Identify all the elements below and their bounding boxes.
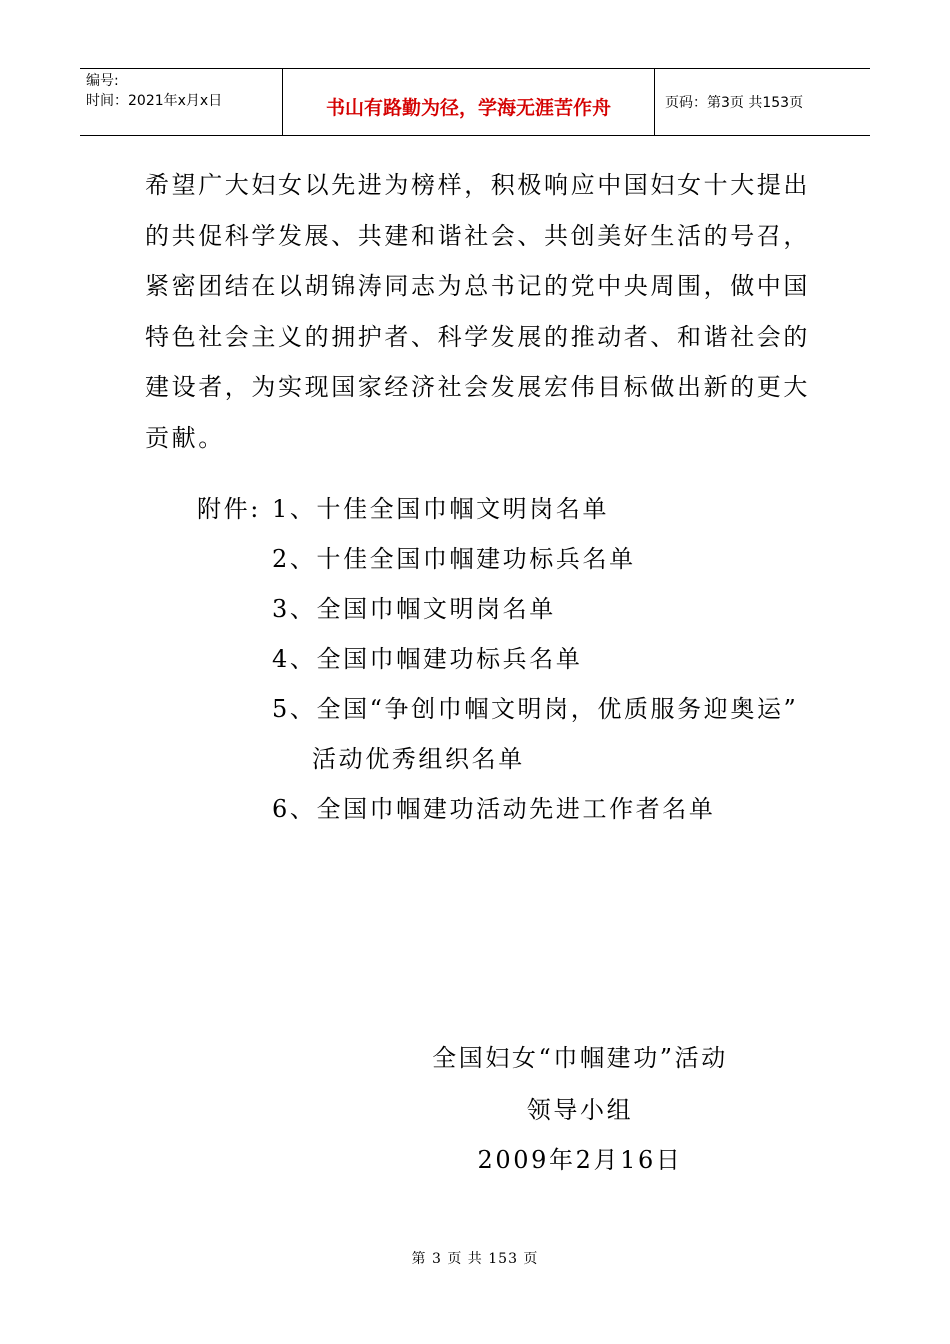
time-label: 时间：2021年x月x日 <box>86 93 223 109</box>
attachment-label: 附件: <box>197 495 261 523</box>
attachment-item: 4、全国巾帼建功标兵名单 <box>272 645 583 673</box>
attachment-item: 2、十佳全国巾帼建功标兵名单 <box>272 545 636 573</box>
page-code: 页码：第3页 共153页 <box>665 95 804 111</box>
motto: 书山有路勤为径，学海无涯苦作舟 <box>325 97 611 119</box>
signature-date: 2009年2月16日 <box>477 1146 683 1174</box>
header-page-cell <box>655 69 870 135</box>
attachment-row <box>197 734 798 784</box>
document-header <box>80 68 870 136</box>
attachment-item-continuation: 活动优秀组织名单 <box>312 745 525 773</box>
attachment-row <box>197 534 798 584</box>
attachment-item: 3、全国巾帼文明岗名单 <box>272 595 556 623</box>
attachment-item: 6、全国巾帼建功活动先进工作者名单 <box>272 795 716 823</box>
number-label: 编号: <box>86 73 119 89</box>
signature-org-line2: 领导小组 <box>526 1096 634 1124</box>
attachment-row <box>197 684 798 734</box>
signature-org-line1: 全国妇女“巾帼建功”活动 <box>432 1044 728 1072</box>
header-meta-cell <box>80 69 283 135</box>
attachment-row <box>197 784 798 834</box>
body-paragraph: 希望广大妇女以先进为榜样，积极响应中国妇女十大提出的共促科学发展、共建和谐社会、共创美好生活的号召，紧密团结在以胡锦涛同志为总书记的党中央周围，做中国特色社会主义的拥护者、科学发展的推动者、和谐社会的建设者，为实现国家经济社会发展宏伟目标做出新的更大贡献。 <box>145 171 810 452</box>
attachment-row <box>197 634 798 684</box>
header-motto-cell <box>283 69 655 135</box>
attachment-list <box>197 484 798 834</box>
page-footer: 第 3 页 共 153 页 <box>411 1251 539 1267</box>
attachment-row <box>197 484 798 534</box>
attachment-item: 1、十佳全国巾帼文明岗名单 <box>272 495 610 523</box>
attachment-item: 5、全国“争创巾帼文明岗，优质服务迎奥运” <box>272 695 799 723</box>
body-paragraph-block <box>145 160 815 463</box>
attachment-row <box>197 584 798 634</box>
